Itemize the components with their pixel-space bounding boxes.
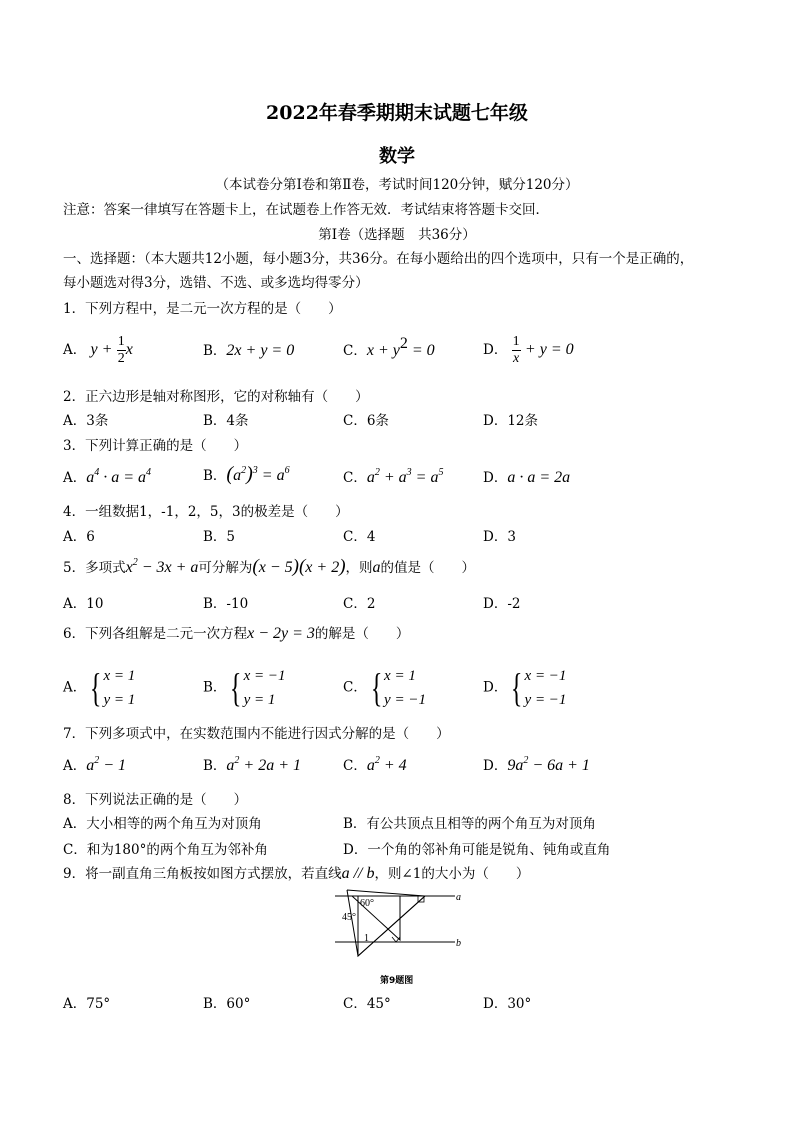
q6-option-c[interactable]: C．{ x = 1 y = −1 xyxy=(343,665,426,710)
q1-option-d[interactable]: D． $\frac{1}{x}$ + y = 0 xyxy=(483,334,574,366)
q7-option-b[interactable]: B．$a^2 + 2a + 1$ xyxy=(203,755,302,774)
q8-option-a[interactable]: A．大小相等的两个角互为对顶角 xyxy=(63,816,262,832)
q9-option-a[interactable]: A．75° xyxy=(63,996,111,1012)
q3-option-a[interactable]: A．$a^4 \cdot a = a^4$ xyxy=(63,467,152,486)
q2-option-a[interactable]: A．3条 xyxy=(63,413,109,429)
label-45: 45° xyxy=(342,912,356,923)
q9-figure xyxy=(330,885,470,990)
figure-caption: 第9题图 xyxy=(380,976,414,986)
part-instructions-line2: 每小题选对得3分，选错、不选、或多选均得零分） xyxy=(63,275,369,291)
q6-stem: 6．下列各组解是二元一次方程x − 2y = 3的解是（ ） xyxy=(63,625,410,642)
q3-stem: 3．下列计算正确的是（ ） xyxy=(63,438,248,454)
q9-option-d[interactable]: D．30° xyxy=(483,996,532,1012)
q1-a-expr: y + xyxy=(90,341,113,358)
q6-option-b[interactable]: B．{ x = −1 y = 1 xyxy=(203,665,286,710)
q4-option-c[interactable]: C．4 xyxy=(343,529,376,545)
exam-info: （本试卷分第Ⅰ卷和第Ⅱ卷，考试时间120分钟，赋分120分） xyxy=(215,177,579,193)
triangle-45 xyxy=(347,890,425,956)
subject-title: 数学 xyxy=(379,146,415,167)
q2-stem: 2．正六边形是轴对称图形，它的对称轴有（ ） xyxy=(63,389,369,405)
q2-option-b[interactable]: B．4条 xyxy=(203,413,249,429)
q7-option-c[interactable]: C．$a^2 + 4$ xyxy=(343,755,407,774)
q1-option-a[interactable]: A． y + $\frac{1}{2}$ x xyxy=(63,334,133,366)
q8-stem: 8．下列说法正确的是（ ） xyxy=(63,792,248,808)
q5-option-c[interactable]: C．2 xyxy=(343,596,376,612)
q1-stem: 1．下列方程中，是二元一次方程的是（ ） xyxy=(63,301,342,317)
q8-option-d[interactable]: D．一个角的邻补角可能是锐角、钝角或直角 xyxy=(343,842,611,858)
q2-option-c[interactable]: C．6条 xyxy=(343,413,389,429)
q9-option-b[interactable]: B．60° xyxy=(203,996,251,1012)
q8-option-b[interactable]: B．有公共顶点且相等的两个角互为对顶角 xyxy=(343,816,596,832)
q5-option-a[interactable]: A．10 xyxy=(63,596,104,612)
q4-stem: 4．一组数据1，-1，2，5，3的极差是（ ） xyxy=(63,504,349,520)
label-a: a xyxy=(456,892,461,903)
exam-title: 2022年春季期期末试题七年级 xyxy=(266,102,528,124)
q3-option-b[interactable]: B．$(a^2)^3 = a^6$ xyxy=(203,463,290,485)
label-b: b xyxy=(456,938,461,949)
q7-stem: 7．下列多项式中，在实数范围内不能进行因式分解的是（ ） xyxy=(63,726,450,742)
q1-a-fraction: $\frac{1}{2}$ xyxy=(117,334,125,366)
q5-option-b[interactable]: B．-10 xyxy=(203,596,249,612)
q2-option-d[interactable]: D．12条 xyxy=(483,413,539,429)
part-instructions-line1: 一、选择题：（本大题共12小题，每小题3分，共36分。在每小题给出的四个选项中，只有一个是正确的， xyxy=(63,251,694,267)
q7-option-a[interactable]: A．$a^2 - 1$ xyxy=(63,755,127,774)
q3-option-c[interactable]: C．$a^2 + a^3 = a^5$ xyxy=(343,467,444,486)
q6-option-a[interactable]: A．{ x = 1 y = 1 xyxy=(63,665,136,710)
label-angle-1: 1 xyxy=(364,933,369,944)
q7-option-d[interactable]: D．$9a^2 - 6a + 1$ xyxy=(483,755,590,774)
q4-option-a[interactable]: A．6 xyxy=(63,529,95,545)
q4-option-b[interactable]: B．5 xyxy=(203,529,236,545)
q8-option-c[interactable]: C．和为180°的两个角互为邻补角 xyxy=(63,842,268,858)
q4-option-d[interactable]: D．3 xyxy=(483,529,516,545)
q6-option-d[interactable]: D．{ x = −1 y = −1 xyxy=(483,665,567,710)
q9-option-c[interactable]: C．45° xyxy=(343,996,391,1012)
notice: 注意：答案一律填写在答题卡上，在试题卷上作答无效．考试结束将答题卡交回． xyxy=(63,202,549,218)
section-heading: 第Ⅰ卷（选择题 共36分） xyxy=(318,227,476,243)
q3-option-d[interactable]: D．a · a = 2a xyxy=(483,469,571,486)
q1-a-label: A． xyxy=(63,342,87,358)
q9-stem: 9．将一副直角三角板按如图方式摆放，若直线a // b，则∠1的大小为（ ） xyxy=(63,865,530,882)
q1-option-c[interactable]: C．$x + y^2 = 0$ xyxy=(343,335,435,359)
q1-option-b[interactable]: B．2x + y = 0 xyxy=(203,342,295,359)
q5-stem: 5．多项式$x^2 - 3x + a$可分解为(x − 5)(x + 2)，则a的值是（ ） xyxy=(63,556,476,577)
q5-option-d[interactable]: D．-2 xyxy=(483,596,521,612)
label-60: 60° xyxy=(360,898,374,909)
